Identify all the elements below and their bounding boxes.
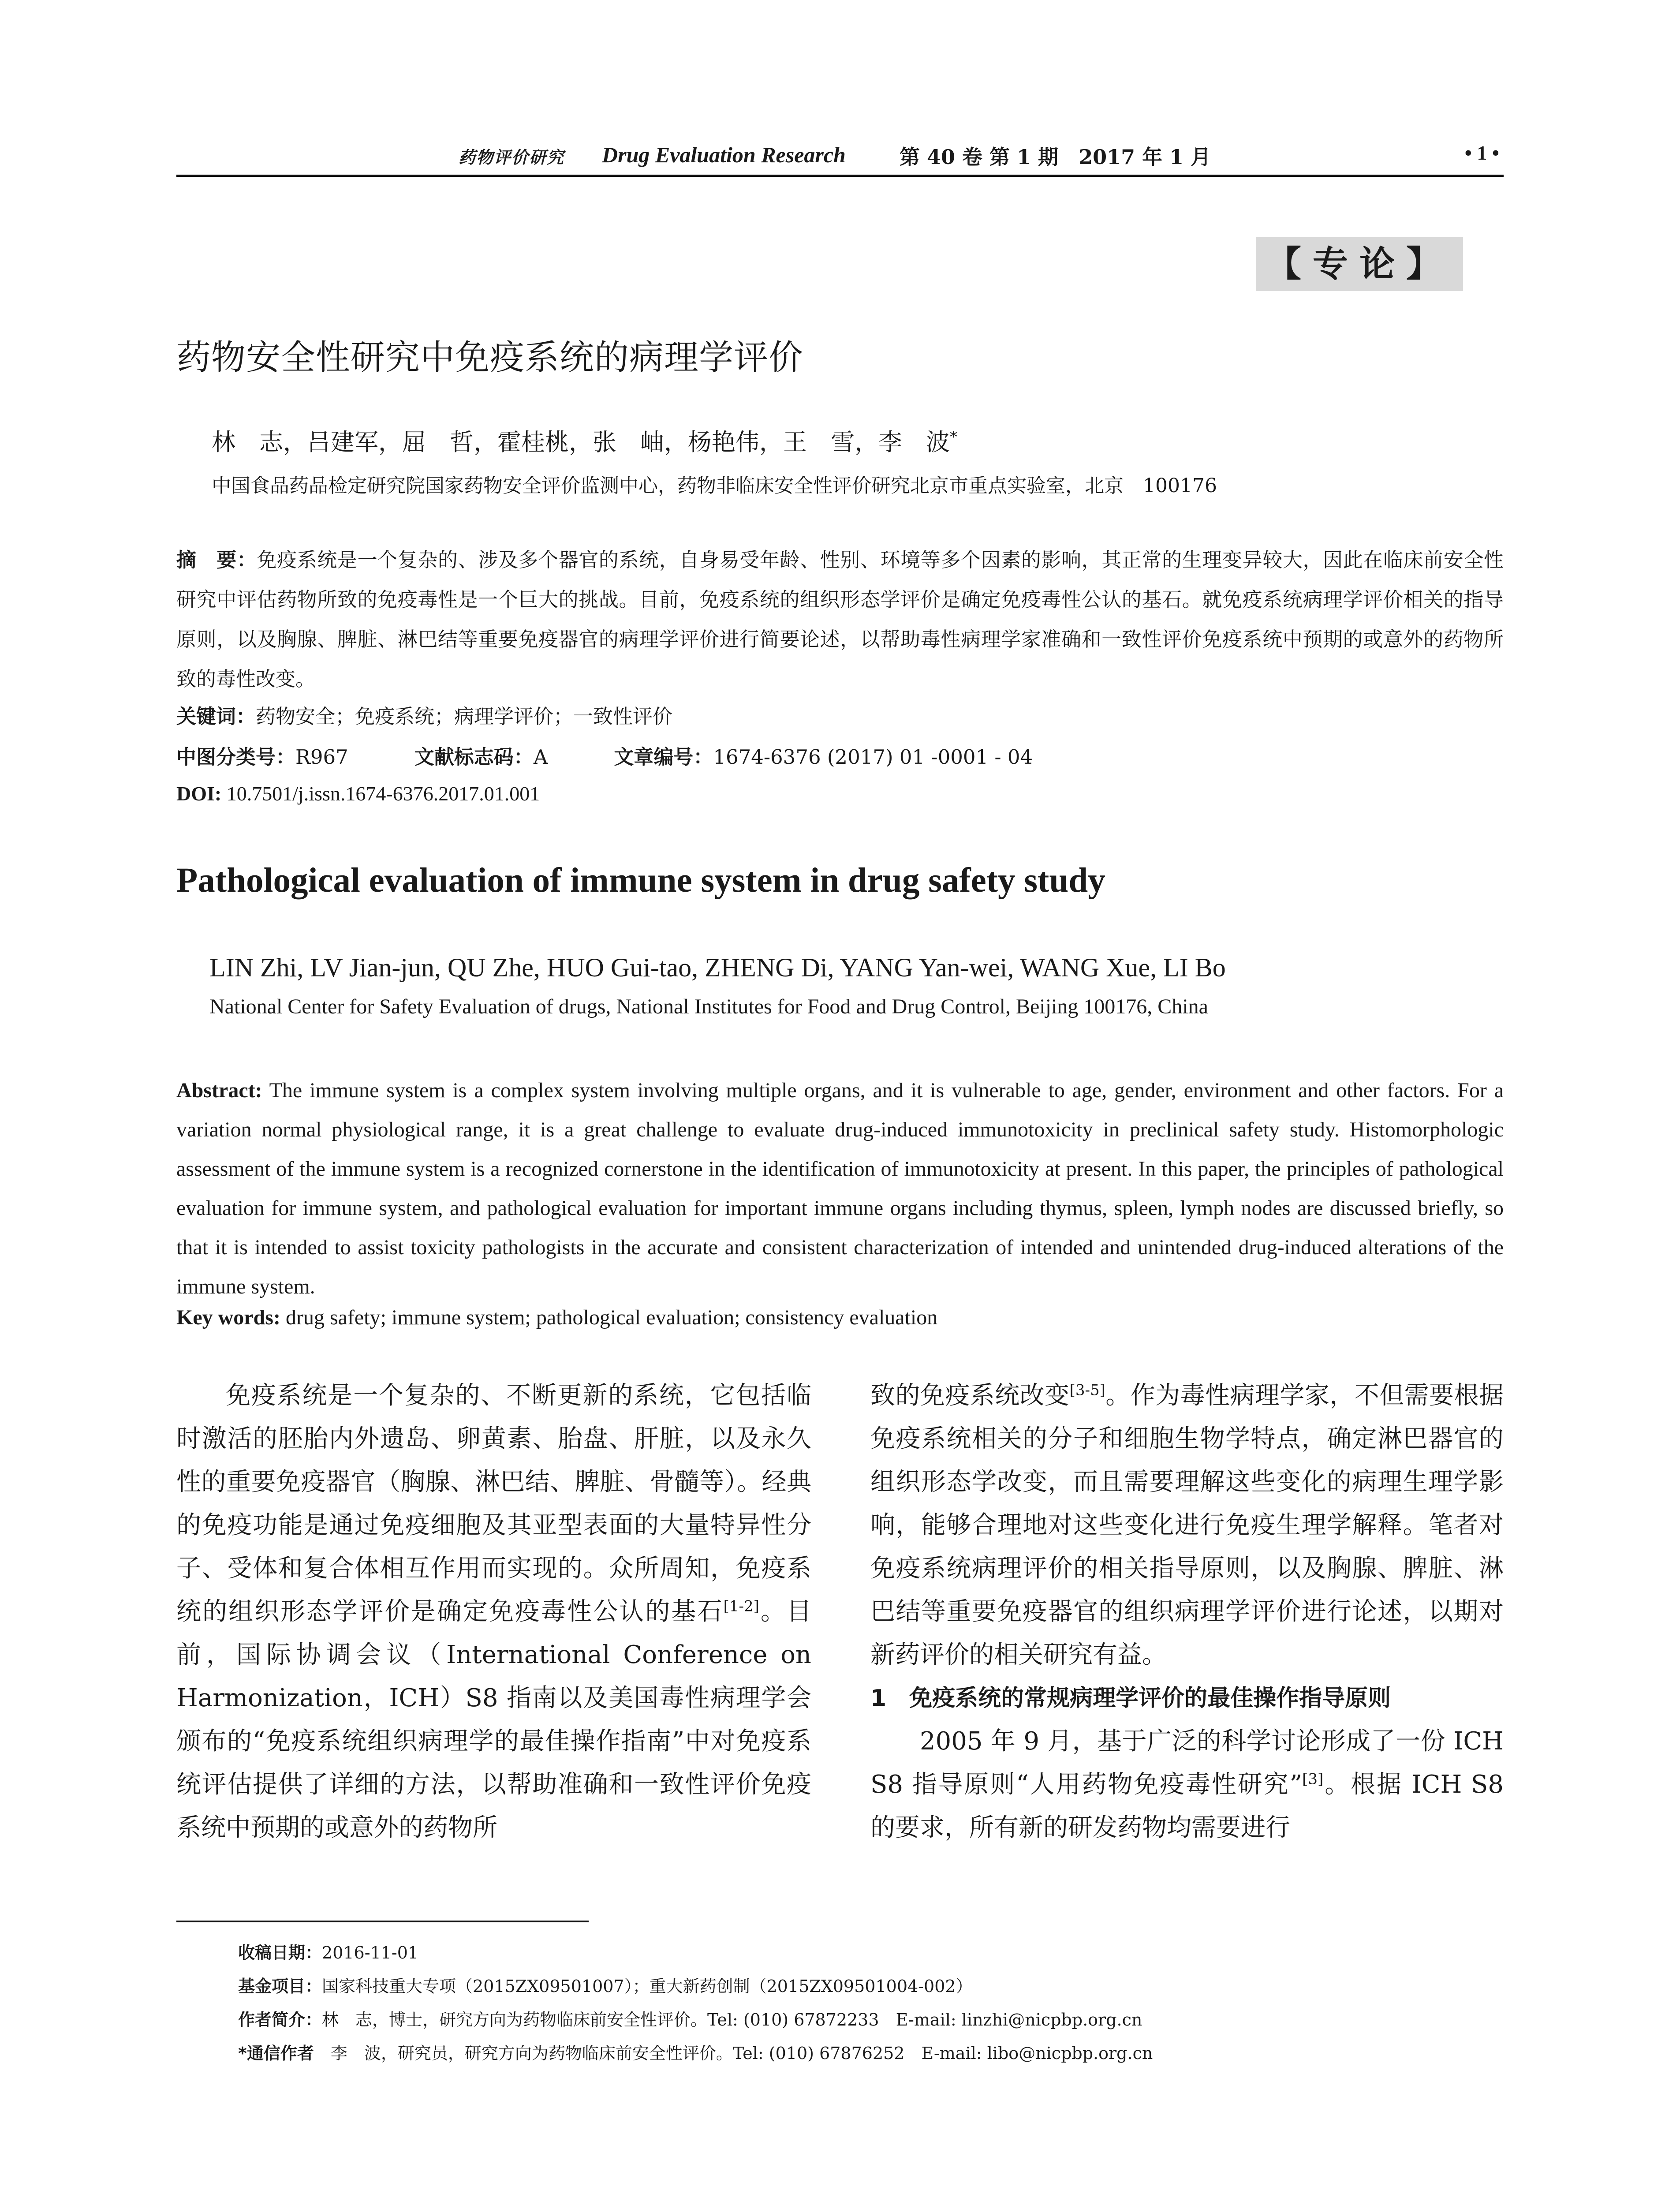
keywords-en bbox=[176, 1305, 937, 1330]
keywords-en-label: Key words: bbox=[176, 1306, 280, 1329]
authors-cn-names: 林 志，吕建军，屈 哲，霍桂桃，张 岫，杨艳伟，王 雪，李 波 bbox=[212, 428, 950, 456]
footnote-label: 作者简介： bbox=[238, 2010, 322, 2029]
footnote-corresponding bbox=[238, 2037, 1153, 2070]
citation: [3-5] bbox=[1069, 1381, 1105, 1399]
body-paragraph bbox=[176, 1374, 811, 1850]
body-text: 。作为毒性病理学家，不但需要根据免疫系统相关的分子和细胞生物学特点，确定淋巴器官的组织形态学改变，而且需要理解这些变化的病理生理学影响，能够合理地对这些变化进行免疫生理学解释。笔者对免疫系统病理评价的相关指导原则，以及胸腺、脾脏、淋巴结等重要免疫器官的组织病理学评价进行论述，以期对新药评价的相关研究有益。 bbox=[870, 1381, 1504, 1669]
body-text: 。目前，国际协调会议（International Conference on Harmonization，ICH）S8 指南以及美国毒性病理学会颁布的“免疫系统组织病理学的最佳操作指南”中对免疫系统评估提供了详细的方法，以帮助准确和一致性评价免疫系统中预期的或意外的药物所 bbox=[176, 1597, 812, 1842]
column-tag: 【专论】 bbox=[1256, 237, 1463, 291]
footnote-value: 李 波，研究员，研究方向为药物临床前安全性评价。Tel: (010) 67876252 E-mail: libo@nicpbp.org.cn bbox=[330, 2044, 1153, 2063]
keywords-cn-label: 关键词： bbox=[176, 705, 256, 728]
footnote-fund bbox=[238, 1970, 1153, 2003]
doi-label: DOI: bbox=[176, 782, 222, 805]
footnote-value: 国家科技重大专项（2015ZX09501007）；重大新药创制（2015ZX09501004-002） bbox=[322, 1977, 973, 1996]
body-text: 2005 年 9 月，基于广泛的科学讨论形成了一份 ICH S8 指导原则“人用药物免疫毒性研究” bbox=[870, 1727, 1504, 1799]
clc-label: 中图分类号： bbox=[176, 745, 296, 769]
article-id-label: 文章编号： bbox=[614, 745, 713, 769]
article-title-en: Pathological evaluation of immune system in drug safety study bbox=[176, 861, 1105, 900]
footnotes bbox=[238, 1936, 1153, 2070]
abstract-cn-text: 免疫系统是一个复杂的、涉及多个器官的系统，自身易受年龄、性别、环境等多个因素的影响，其正常的生理变异较大，因此在临床前安全性研究中评估药物所致的免疫毒性是一个巨大的挑战。目前，免疫系统的组织形态学评价是确定免疫毒性公认的基石。就免疫系统病理学评价相关的指导原则，以及胸腺、脾脏、淋巴结等重要免疫器官的病理学评价进行简要论述，以帮助毒性病理学家准确和一致性评价免疫系统中预期的或意外的药物所致的毒性改变。 bbox=[176, 548, 1504, 691]
affiliation-cn: 中国食品药品检定研究院国家药物安全评价监测中心，药物非临床安全性评价研究北京市重点实验室，北京 100176 bbox=[212, 475, 1217, 497]
journal-name-en: Drug Evaluation Research bbox=[602, 142, 846, 167]
doc-code-label: 文献标志码： bbox=[414, 745, 534, 769]
abstract-cn-label: 摘 要： bbox=[176, 548, 257, 572]
keywords-cn-text: 药物安全；免疫系统；病理学评价；一致性评价 bbox=[256, 705, 673, 728]
body-paragraph bbox=[870, 1720, 1504, 1850]
authors-en: LIN Zhi, LV Jian-jun, QU Zhe, HUO Gui-tao, ZHENG Di, YANG Yan-wei, WANG Xue, LI Bo bbox=[209, 953, 1226, 982]
section-heading: 1 免疫系统的常规病理学评价的最佳操作指导原则 bbox=[870, 1685, 1391, 1712]
body-paragraph bbox=[870, 1374, 1504, 1677]
footnote-value: 2016-11-01 bbox=[322, 1943, 419, 1962]
footnote-label: 收稿日期： bbox=[238, 1943, 322, 1962]
footnote-value: 林 志，博士，研究方向为药物临床前安全性评价。Tel: (010) 67872233 E-mail: linzhi@nicpbp.org.cn bbox=[322, 2010, 1142, 2029]
doc-code-value: A bbox=[533, 745, 548, 769]
body-text: 致的免疫系统改变 bbox=[870, 1381, 1070, 1410]
citation: [3] bbox=[1302, 1770, 1324, 1788]
body-column-right bbox=[870, 1374, 1504, 1850]
body-text: 免疫系统是一个复杂的、不断更新的系统，它包括临时激活的胚胎内外遗岛、卵黄素、胎盘、肝脏，以及永久性的重要免疫器官（胸腺、淋巴结、脾脏、骨髓等）。经典的免疫功能是通过免疫细胞及其亚型表面的大量特异性分子、受体和复合体相互作用而实现的。众所周知，免疫系统的组织形态学评价是确定免疫毒性公认的基石 bbox=[176, 1381, 811, 1626]
footnote-label: *通信作者 bbox=[238, 2044, 314, 2063]
affiliation-en: National Center for Safety Evaluation of drugs, National Institutes for Food and Drug Control, Beijing 100176, China bbox=[209, 995, 1208, 1018]
article-id-value: 1674-6376 (2017) 01 -0001 - 04 bbox=[713, 745, 1033, 769]
doi-value: 10.7501/j.issn.1674-6376.2017.01.001 bbox=[226, 782, 540, 805]
abstract-en-text: The immune system is a complex system involving multiple organs, and it is vulnerable to age, gender, environment and other factors. For a variation normal physiological range, it is a great challenge to evaluate drug-induced immunotoxicity in preclinical safety study. Histomorphologic assessment of the immune system is a recognized cornerstone in the identification of immunotoxicity at present. In this paper, the principles of pathological evaluation for immune system, and pathological evaluation for important immune organs including thymus, spleen, lymph nodes are discussed briefly, so that it is intended to assist toxicity pathologists in the accurate and consistent characterization of intended and unintended drug-induced alterations of the immune system. bbox=[176, 1079, 1504, 1298]
footnote-label: 基金项目： bbox=[238, 1977, 322, 1996]
keywords-cn bbox=[176, 700, 672, 729]
clc-value: R967 bbox=[295, 745, 348, 769]
header-rule bbox=[176, 175, 1504, 177]
body-column-left bbox=[176, 1374, 811, 1850]
keywords-en-text: drug safety; immune system; pathological evaluation; consistency evaluation bbox=[285, 1306, 938, 1329]
body-text: 。根据 ICH S8 的要求，所有新的研发药物均需要进行 bbox=[870, 1770, 1504, 1842]
footnote-received bbox=[238, 1936, 1153, 1970]
footnote-rule bbox=[176, 1921, 589, 1922]
issue-info: 第 40 卷 第 1 期 2017 年 1 月 bbox=[900, 145, 1211, 169]
classification-line bbox=[176, 741, 1033, 770]
running-header bbox=[176, 140, 1504, 171]
journal-name-cn: 药物评价研究 bbox=[459, 147, 565, 167]
citation: [1-2] bbox=[723, 1597, 759, 1615]
abstract-en bbox=[176, 1071, 1504, 1306]
page-number: • 1 • bbox=[1464, 142, 1499, 164]
article-title-cn: 药物安全性研究中免疫系统的病理学评价 bbox=[176, 338, 804, 377]
authors-cn bbox=[212, 423, 957, 457]
abstract-cn bbox=[176, 540, 1504, 699]
abstract-en-label: Abstract: bbox=[176, 1079, 262, 1102]
corresponding-mark: * bbox=[950, 428, 957, 446]
footnote-author bbox=[238, 2003, 1153, 2037]
doi-line bbox=[176, 782, 540, 805]
